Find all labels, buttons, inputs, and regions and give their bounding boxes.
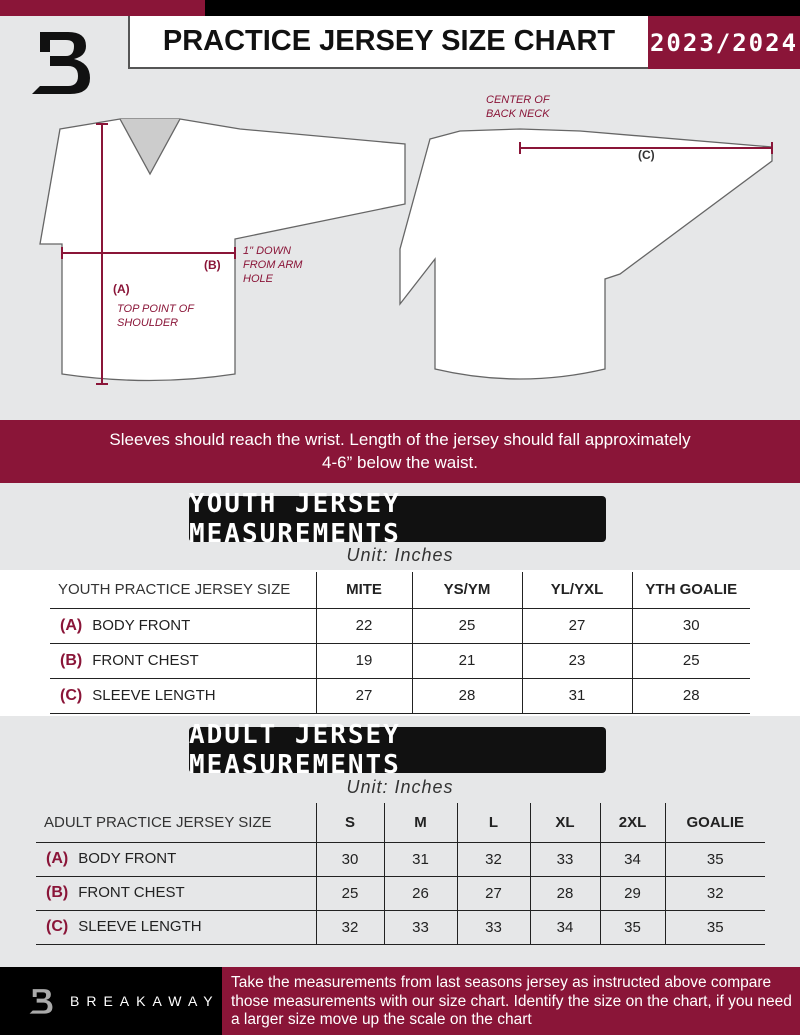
measure-value: 26 — [384, 876, 457, 910]
measure-code: (B) — [46, 884, 69, 901]
table-row — [50, 643, 750, 678]
measure-value: 32 — [316, 910, 384, 944]
measure-code: (B) — [60, 651, 83, 669]
note-b: 1" DOWN FROM ARM HOLE — [243, 245, 303, 285]
note-c: CENTER OF BACK NECK — [486, 94, 550, 120]
measure-label: SLEEVE LENGTH — [78, 918, 202, 935]
measure-value: 34 — [600, 842, 665, 876]
size-header: M — [384, 803, 457, 842]
measure-value: 27 — [457, 876, 530, 910]
measure-value: 33 — [384, 910, 457, 944]
measure-value: 28 — [530, 876, 600, 910]
footer-brand — [0, 967, 222, 1035]
measure-value: 32 — [665, 876, 765, 910]
measure-value: 27 — [316, 678, 412, 713]
measure-value: 30 — [632, 608, 750, 643]
youth-section-title: YOUTH JERSEY MEASUREMENTS — [189, 496, 606, 542]
size-header: GOALIE — [665, 803, 765, 842]
measure-label: FRONT CHEST — [92, 651, 199, 669]
season-label: 2023/2024 — [648, 16, 800, 69]
measure-value: 29 — [600, 876, 665, 910]
measure-code: (C) — [46, 918, 69, 935]
note-a: TOP POINT OF SHOULDER — [117, 303, 194, 329]
measure-value: 35 — [600, 910, 665, 944]
jersey-diagram — [0, 69, 800, 420]
size-header: YS/YM — [412, 572, 522, 608]
measure-value: 21 — [412, 643, 522, 678]
measure-code: (C) — [60, 686, 83, 704]
back-jersey-outline — [400, 129, 772, 379]
label-a: (A) — [113, 282, 130, 296]
sizing-tip-text: Sleeves should reach the wrist. Length of the jersey should fall approximately 4-6” below the waist. — [109, 430, 691, 472]
measure-value: 33 — [530, 842, 600, 876]
measure-value: 19 — [316, 643, 412, 678]
measure-label: FRONT CHEST — [78, 884, 185, 901]
measure-value: 28 — [412, 678, 522, 713]
size-header: L — [457, 803, 530, 842]
measure-value: 22 — [316, 608, 412, 643]
adult-section-title: ADULT JERSEY MEASUREMENTS — [189, 727, 606, 773]
top-black-bar — [205, 0, 800, 16]
measure-value: 27 — [522, 608, 632, 643]
table-header-label: ADULT PRACTICE JERSEY SIZE — [36, 803, 316, 842]
footer-logo-icon — [28, 986, 54, 1016]
measure-value: 35 — [665, 910, 765, 944]
table-row — [50, 678, 750, 713]
adult-unit: Unit: Inches — [346, 777, 454, 797]
size-header: S — [316, 803, 384, 842]
measure-value: 34 — [530, 910, 600, 944]
measure-value: 31 — [522, 678, 632, 713]
measure-value: 32 — [457, 842, 530, 876]
size-header: YL/YXL — [522, 572, 632, 608]
table-header-label: YOUTH PRACTICE JERSEY SIZE — [50, 572, 316, 608]
top-accent-bar — [0, 0, 205, 16]
youth-unit: Unit: Inches — [346, 545, 454, 565]
youth-size-table — [50, 572, 750, 714]
measure-value: 25 — [632, 643, 750, 678]
measure-code: (A) — [60, 616, 83, 634]
measure-label: SLEEVE LENGTH — [92, 686, 216, 704]
measure-value: 25 — [412, 608, 522, 643]
measure-value: 25 — [316, 876, 384, 910]
measure-value: 23 — [522, 643, 632, 678]
table-row — [36, 842, 765, 876]
size-header: MITE — [316, 572, 412, 608]
measure-value: 30 — [316, 842, 384, 876]
page-title: PRACTICE JERSEY SIZE CHART — [128, 16, 648, 69]
table-row — [36, 910, 765, 944]
footer-instructions: Take the measurements from last seasons jersey as instructed above compare those measurements with our size chart. Identify the size on the chart, if you need a larger size move up the scale on the chart — [222, 967, 800, 1035]
measure-value: 31 — [384, 842, 457, 876]
measure-label: BODY FRONT — [92, 616, 191, 634]
measure-label: BODY FRONT — [78, 850, 177, 867]
label-b: (B) — [204, 258, 221, 272]
front-jersey-outline — [40, 119, 405, 381]
size-header: XL — [530, 803, 600, 842]
table-row — [36, 876, 765, 910]
sizing-tip-banner — [0, 420, 800, 483]
measure-value: 28 — [632, 678, 750, 713]
table-row — [50, 608, 750, 643]
adult-size-table — [36, 803, 765, 945]
size-header: YTH GOALIE — [632, 572, 750, 608]
measure-value: 35 — [665, 842, 765, 876]
size-header: 2XL — [600, 803, 665, 842]
footer-brand-name: BREAKAWAY — [70, 993, 220, 1009]
measure-value: 33 — [457, 910, 530, 944]
measure-code: (A) — [46, 850, 69, 867]
label-c: (C) — [638, 148, 655, 162]
